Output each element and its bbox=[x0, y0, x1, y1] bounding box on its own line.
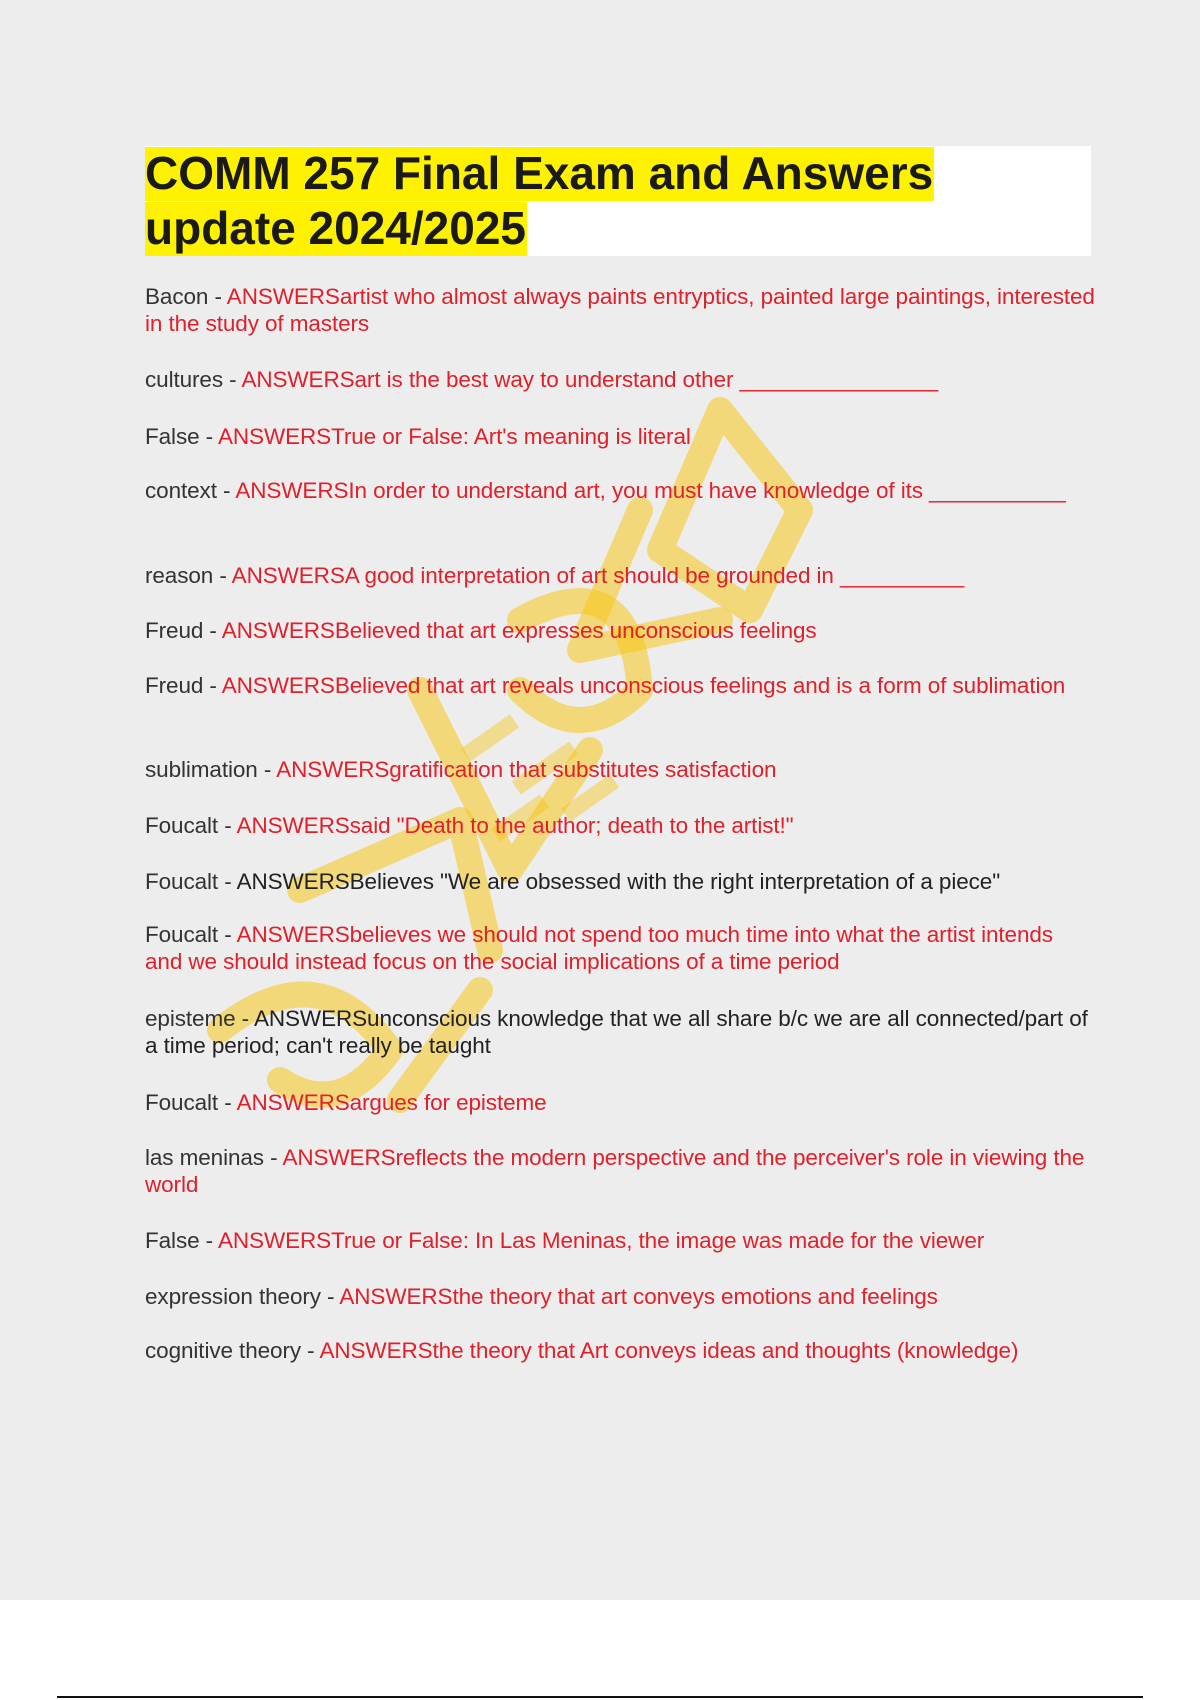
qa-item bbox=[145, 477, 1095, 504]
qa-answer: ANSWERSTrue or False: In Las Meninas, the image was made for the viewer bbox=[218, 1228, 985, 1253]
qa-separator: - bbox=[208, 284, 227, 309]
qa-separator: - bbox=[213, 563, 232, 588]
qa-answer: ANSWERSargues for episteme bbox=[236, 1090, 547, 1115]
qa-answer: ANSWERSgratification that substitutes satisfaction bbox=[276, 757, 777, 782]
qa-separator: - bbox=[203, 618, 222, 643]
qa-item bbox=[145, 366, 1095, 393]
qa-separator: - bbox=[301, 1338, 320, 1363]
qa-separator: - bbox=[218, 813, 237, 838]
qa-separator: - bbox=[199, 424, 218, 449]
qa-separator: - bbox=[203, 673, 222, 698]
qa-answer: ANSWERSunconscious knowledge that we all share b/c we are all connected/part of a time period; can't really be taught bbox=[145, 1006, 1088, 1058]
qa-answer: ANSWERSA good interpretation of art should be grounded in __________ bbox=[231, 563, 965, 588]
qa-separator: - bbox=[222, 367, 242, 392]
qa-term: sublimation bbox=[145, 757, 258, 782]
qa-item bbox=[145, 921, 1095, 975]
qa-item bbox=[145, 283, 1095, 337]
qa-separator: - bbox=[257, 757, 277, 782]
qa-item bbox=[145, 672, 1095, 699]
qa-term: Foucalt bbox=[145, 869, 219, 894]
qa-term: Foucalt bbox=[145, 1090, 219, 1115]
qa-term: False bbox=[145, 424, 200, 449]
qa-item bbox=[145, 812, 1095, 839]
qa-separator: - bbox=[320, 1284, 340, 1309]
qa-term: cognitive theory bbox=[145, 1338, 301, 1363]
qa-term: reason bbox=[145, 563, 214, 588]
qa-answer: ANSWERSreflects the modern perspective and the perceiver's role in viewing the world bbox=[145, 1145, 1085, 1197]
qa-term: context bbox=[145, 478, 217, 503]
qa-answer: ANSWERSsaid "Death to the author; death to the artist!" bbox=[236, 813, 794, 838]
qa-term: Freud bbox=[145, 673, 204, 698]
qa-separator: - bbox=[235, 1006, 254, 1031]
qa-separator: - bbox=[218, 922, 237, 947]
qa-term: expression theory bbox=[145, 1284, 321, 1309]
document-title bbox=[145, 146, 934, 256]
qa-item bbox=[145, 868, 1095, 895]
qa-item bbox=[145, 617, 1095, 644]
qa-item bbox=[145, 562, 1095, 589]
qa-separator: - bbox=[263, 1145, 283, 1170]
qa-answer: ANSWERSartist who almost always paints entryptics, painted large paintings, interested in the study of masters bbox=[145, 284, 1095, 336]
qa-answer: ANSWERSBelieves "We are obsessed with the right interpretation of a piece" bbox=[236, 869, 1001, 894]
qa-term: Foucalt bbox=[145, 813, 219, 838]
qa-separator: - bbox=[199, 1228, 218, 1253]
qa-term: episteme bbox=[145, 1006, 236, 1031]
qa-answer: ANSWERSbelieves we should not spend too much time into what the artist intends and we should instead focus on the social implications of a time period bbox=[145, 922, 1053, 974]
qa-item bbox=[145, 1144, 1095, 1198]
qa-answer: ANSWERSBelieved that art expresses unconscious feelings bbox=[221, 618, 817, 643]
qa-answer: ANSWERSthe theory that Art conveys ideas and thoughts (knowledge) bbox=[319, 1338, 1019, 1363]
qa-term: Bacon bbox=[145, 284, 209, 309]
qa-item bbox=[145, 1283, 1095, 1310]
qa-item bbox=[145, 1089, 1095, 1116]
qa-separator: - bbox=[218, 1090, 237, 1115]
qa-item bbox=[145, 1337, 1095, 1364]
qa-answer: ANSWERSBelieved that art reveals unconscious feelings and is a form of sublimation bbox=[221, 673, 1066, 698]
qa-term: cultures bbox=[145, 367, 223, 392]
qa-item bbox=[145, 423, 1095, 450]
qa-answer: ANSWERSart is the best way to understand other ________________ bbox=[241, 367, 939, 392]
title-line-1: COMM 257 Final Exam and Answers bbox=[145, 147, 934, 199]
page-footer-area bbox=[0, 1600, 1200, 1700]
qa-term: Freud bbox=[145, 618, 204, 643]
qa-separator: - bbox=[218, 869, 237, 894]
title-line-2: update 2024/2025 bbox=[145, 202, 527, 254]
qa-item bbox=[145, 1005, 1095, 1059]
footer-divider bbox=[57, 1696, 1143, 1698]
qa-answer: ANSWERSIn order to understand art, you must have knowledge of its ___________ bbox=[235, 478, 1066, 503]
qa-item bbox=[145, 756, 1095, 783]
qa-term: False bbox=[145, 1228, 200, 1253]
qa-item bbox=[145, 1227, 1095, 1254]
qa-term: las meninas bbox=[145, 1145, 264, 1170]
qa-term: Foucalt bbox=[145, 922, 219, 947]
qa-answer: ANSWERSthe theory that art conveys emotions and feelings bbox=[339, 1284, 938, 1309]
qa-answer: ANSWERSTrue or False: Art's meaning is literal bbox=[218, 424, 691, 449]
qa-separator: - bbox=[216, 478, 236, 503]
